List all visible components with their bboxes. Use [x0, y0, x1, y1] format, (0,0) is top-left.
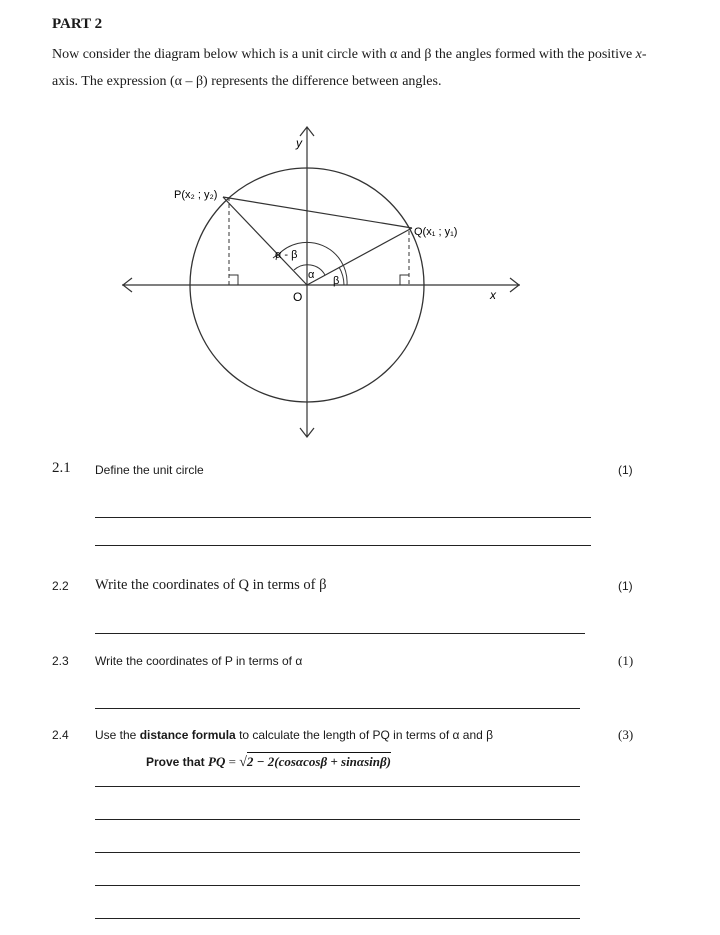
question-marks-2-2: (1) — [618, 579, 633, 593]
prove-pq: PQ — [208, 754, 226, 769]
answer-line[interactable] — [95, 852, 580, 853]
intro-text-d: - — [641, 47, 647, 62]
question-number-2-3: 2.3 — [52, 654, 69, 668]
beta-label: β — [333, 275, 340, 287]
question-text-2-1: Define the unit circle — [95, 463, 204, 477]
question-number-2-1: 2.1 — [52, 460, 71, 476]
sqrt-sign: √ — [239, 755, 247, 770]
prove-text: Prove that — [146, 755, 209, 769]
x-axis-label: x — [490, 288, 496, 302]
unit-circle-diagram — [110, 115, 530, 445]
question-text-2-2: Write the coordinates of Q in terms of β — [95, 577, 327, 593]
question-text-2-3: Write the coordinates of P in terms of α — [95, 654, 303, 668]
point-p-label: P(x₂ ; y₂) — [174, 189, 218, 201]
answer-line[interactable] — [95, 918, 580, 919]
intro-text-a: Now consider the diagram below which is a unit circle with — [52, 47, 390, 62]
section-heading: PART 2 — [52, 16, 103, 32]
answer-line[interactable] — [95, 633, 585, 634]
intro-line-1 — [52, 47, 647, 63]
point-q-label: Q(x₁ ; y₁) — [414, 226, 458, 238]
answer-line[interactable] — [95, 708, 580, 709]
alpha-label: α — [308, 269, 315, 281]
radius-op — [223, 197, 307, 285]
question-marks-2-4: (3) — [618, 727, 634, 742]
beta-arc — [339, 267, 344, 285]
p-right-angle — [229, 275, 238, 285]
answer-line[interactable] — [95, 786, 580, 787]
q24-distance-formula: distance formula — [139, 728, 236, 742]
origin-label: O — [293, 290, 303, 304]
answer-line[interactable] — [95, 517, 591, 518]
y-axis-label: y — [296, 136, 302, 150]
question-marks-2-1: (1) — [618, 463, 633, 477]
chord-pq — [223, 197, 412, 228]
q-right-angle — [400, 275, 409, 285]
intro-text-b: and — [397, 47, 425, 62]
answer-line[interactable] — [95, 885, 580, 886]
radius-oq — [307, 228, 412, 285]
prove-equals: = — [225, 754, 240, 769]
intro-text-c: the angles formed with the positive — [431, 47, 636, 62]
prove-root-expression: 2 − 2(cosαcosβ + sinαsinβ) — [246, 754, 391, 769]
prove-statement — [146, 754, 391, 771]
question-marks-2-3: (1) — [618, 653, 634, 668]
question-text-2-4 — [95, 728, 493, 742]
intro-beta: β — [424, 47, 432, 62]
question-number-2-2: 2.2 — [52, 579, 69, 593]
q24-text-b: to calculate the length of PQ in terms of α and β — [235, 728, 494, 742]
question-number-2-4: 2.4 — [52, 728, 69, 742]
intro-x: x — [635, 47, 642, 62]
q24-text-a: Use the — [95, 728, 140, 742]
answer-line[interactable] — [95, 819, 580, 820]
intro-line-2: axis. The expression (α – β) represents the difference between angles. — [52, 74, 442, 89]
answer-line[interactable] — [95, 545, 591, 546]
angle-diff-label: α - β — [275, 249, 298, 261]
intro-alpha: α — [389, 47, 398, 62]
